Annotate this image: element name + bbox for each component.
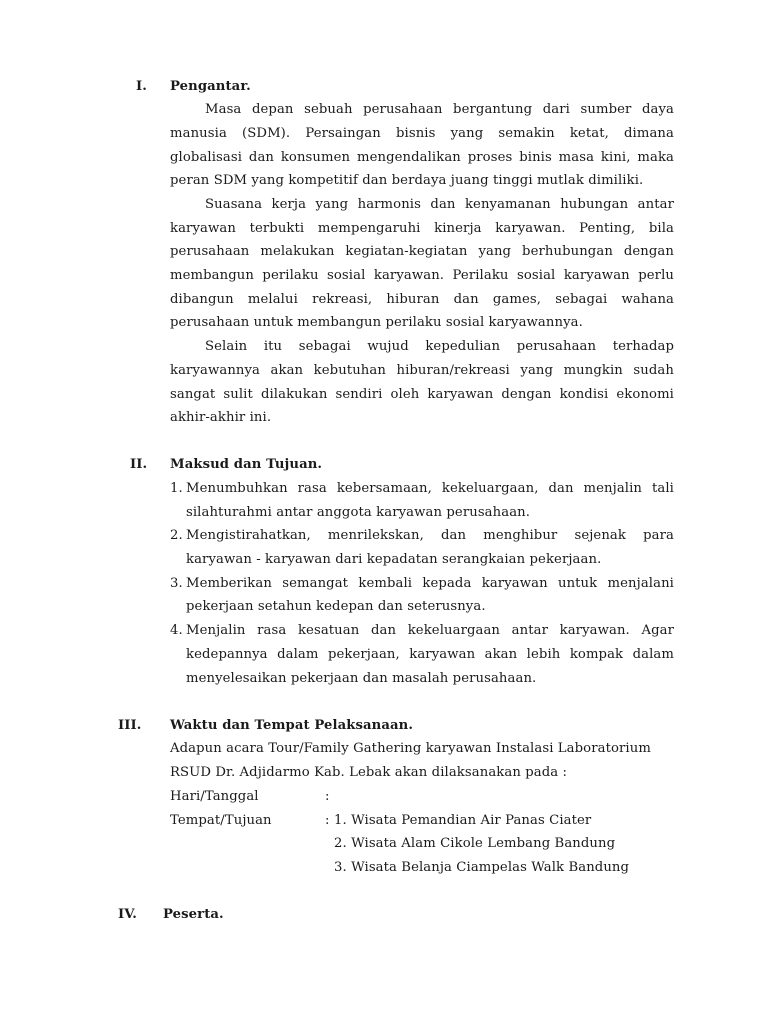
list-item-number: 4. [170,623,183,638]
list-item-line: pekerjaan setahun kedepan dan seterusnya. [186,599,486,614]
section-3-line: RSUD Dr. Adjidarmo Kab. Lebak akan dilaksanakan pada : [170,765,568,780]
hari-tanggal-label: Hari/Tanggal [170,789,259,804]
destination-item: 3. Wisata Belanja Ciampelas Walk Bandung [334,860,630,875]
section-1-title: Pengantar. [170,79,251,94]
section-4-title: Peserta. [163,907,224,922]
section-1-line: globalisasi dan konsumen mengendalikan proses binis masa kini, maka [170,150,674,165]
section-1-line: sangat sulit dilakukan sendiri oleh karyawan dengan kondisi ekonomi [170,387,674,402]
section-1-line: perusahaan untuk membangun perilaku sosial karyawannya. [170,315,583,330]
list-item-number: 2. [170,528,183,543]
section-3-title: Waktu dan Tempat Pelaksanaan. [170,718,414,733]
list-item-line: Mengistirahatkan, menrilekskan, dan menghibur sejenak para [186,528,674,543]
section-1-line: perusahaan melakukan kegiatan-kegiatan yang berhubungan dengan [170,244,674,259]
tempat-tujuan-label: Tempat/Tujuan [170,813,272,828]
list-item-line: Menjalin rasa kesatuan dan kekeluargaan antar karyawan. Agar [186,623,674,638]
section-3-number: III. [118,718,142,733]
section-2-number: II. [130,457,148,472]
tempat-tujuan-colon: : [325,813,330,828]
list-item-line: karyawan - karyawan dari kepadatan serangkaian pekerjaan. [186,552,602,567]
section-1-line: Masa depan sebuah perusahaan bergantung dari sumber daya [205,102,674,117]
section-1-line: peran SDM yang kompetitif dan berdaya juang tinggi mutlak dimiliki. [170,173,644,188]
section-1-line: karyawannya akan kebutuhan hiburan/rekreasi yang mungkin sudah [170,363,674,378]
section-1-line: dibangun melalui rekreasi, hiburan dan games, sebagai wahana [170,292,674,307]
list-item-line: silahturahmi antar anggota karyawan perusahaan. [186,505,531,520]
section-2-title: Maksud dan Tujuan. [170,457,323,472]
section-1-number: I. [136,79,147,94]
list-item-line: Memberikan semangat kembali kepada karyawan untuk menjalani [186,576,674,591]
destination-item: 2. Wisata Alam Cikole Lembang Bandung [334,836,616,851]
section-1-line: Selain itu sebagai wujud kepedulian perusahaan terhadap [205,339,674,354]
list-item-line: menyelesaikan pekerjaan dan masalah perusahaan. [186,671,537,686]
section-1-line: membangun perilaku sosial karyawan. Perilaku sosial karyawan perlu [170,268,674,283]
section-1-line: akhir-akhir ini. [170,410,272,425]
list-item-number: 1. [170,481,183,496]
section-4-number: IV. [118,907,137,922]
list-item-number: 3. [170,576,183,591]
hari-tanggal-colon: : [325,789,330,804]
section-3-line: Adapun acara Tour/Family Gathering karyawan Instalasi Laboratorium [170,741,651,756]
section-1-line: Suasana kerja yang harmonis dan kenyamanan hubungan antar [205,197,674,212]
destination-item: 1. Wisata Pemandian Air Panas Ciater [334,813,592,828]
list-item-line: kedepannya dalam pekerjaan, karyawan akan lebih kompak dalam [186,647,674,662]
section-1-line: manusia (SDM). Persaingan bisnis yang semakin ketat, dimana [170,126,674,141]
section-1-line: karyawan terbukti mempengaruhi kinerja karyawan. Penting, bila [170,221,674,236]
list-item-line: Menumbuhkan rasa kebersamaan, kekeluargaan, dan menjalin tali [186,481,674,496]
